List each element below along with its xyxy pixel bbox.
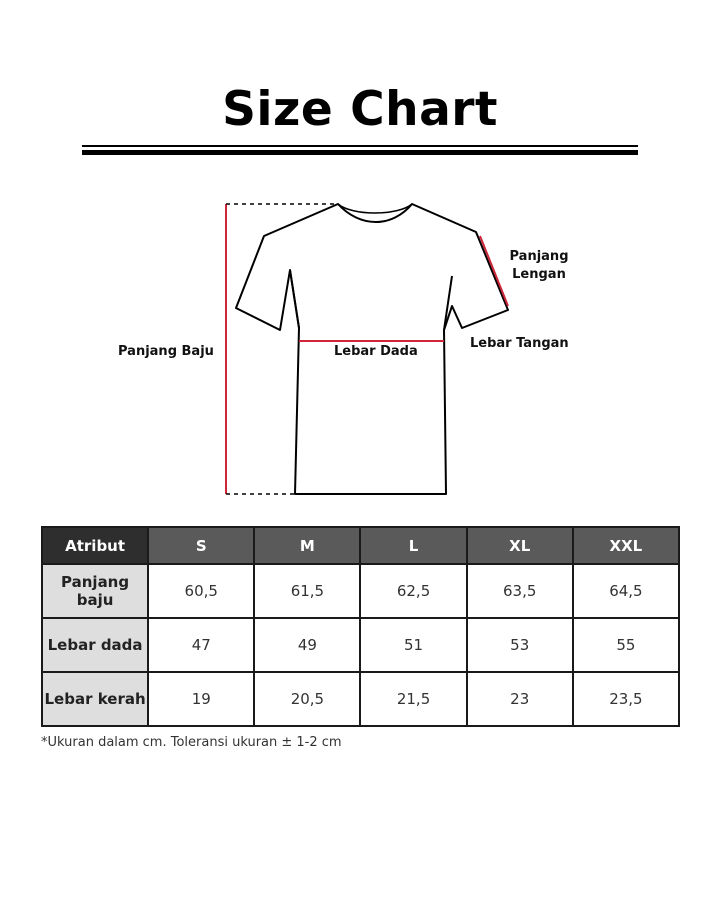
page-title: Size Chart bbox=[222, 82, 498, 137]
label-panjang-baju: Panjang Baju bbox=[118, 344, 214, 359]
row-label-panjang-baju: Panjang baju bbox=[42, 564, 148, 618]
table-cell: 60,5 bbox=[148, 564, 254, 618]
label-panjang-lengan bbox=[508, 248, 570, 284]
header-size-xl: XL bbox=[467, 527, 573, 564]
size-note: *Ukuran dalam cm. Toleransi ukuran ± 1-2 cm bbox=[41, 735, 342, 750]
table-row bbox=[42, 564, 679, 618]
table-row bbox=[42, 618, 679, 672]
label-lebar-dada: Lebar Dada bbox=[334, 344, 418, 359]
table-cell: 51 bbox=[360, 618, 466, 672]
label-panjang-lengan-line2: Lengan bbox=[512, 267, 566, 282]
row-label-lebar-kerah: Lebar kerah bbox=[42, 672, 148, 726]
table-cell: 23,5 bbox=[573, 672, 679, 726]
label-lebar-tangan: Lebar Tangan bbox=[470, 336, 569, 351]
table-cell: 61,5 bbox=[254, 564, 360, 618]
header-size-xxl: XXL bbox=[573, 527, 679, 564]
label-panjang-lengan-line1: Panjang bbox=[509, 249, 569, 264]
table-cell: 62,5 bbox=[360, 564, 466, 618]
table-cell: 23 bbox=[467, 672, 573, 726]
table-header-row bbox=[42, 527, 679, 564]
size-table bbox=[41, 526, 680, 727]
table-cell: 49 bbox=[254, 618, 360, 672]
row-label-lebar-dada: Lebar dada bbox=[42, 618, 148, 672]
table-cell: 53 bbox=[467, 618, 573, 672]
table-cell: 47 bbox=[148, 618, 254, 672]
table-cell: 19 bbox=[148, 672, 254, 726]
table-cell: 63,5 bbox=[467, 564, 573, 618]
header-size-l: L bbox=[360, 527, 466, 564]
table-cell: 21,5 bbox=[360, 672, 466, 726]
table-cell: 55 bbox=[573, 618, 679, 672]
table-row bbox=[42, 672, 679, 726]
table-cell: 64,5 bbox=[573, 564, 679, 618]
header-size-m: M bbox=[254, 527, 360, 564]
header-atribut: Atribut bbox=[42, 527, 148, 564]
header-size-s: S bbox=[148, 527, 254, 564]
table-cell: 20,5 bbox=[254, 672, 360, 726]
